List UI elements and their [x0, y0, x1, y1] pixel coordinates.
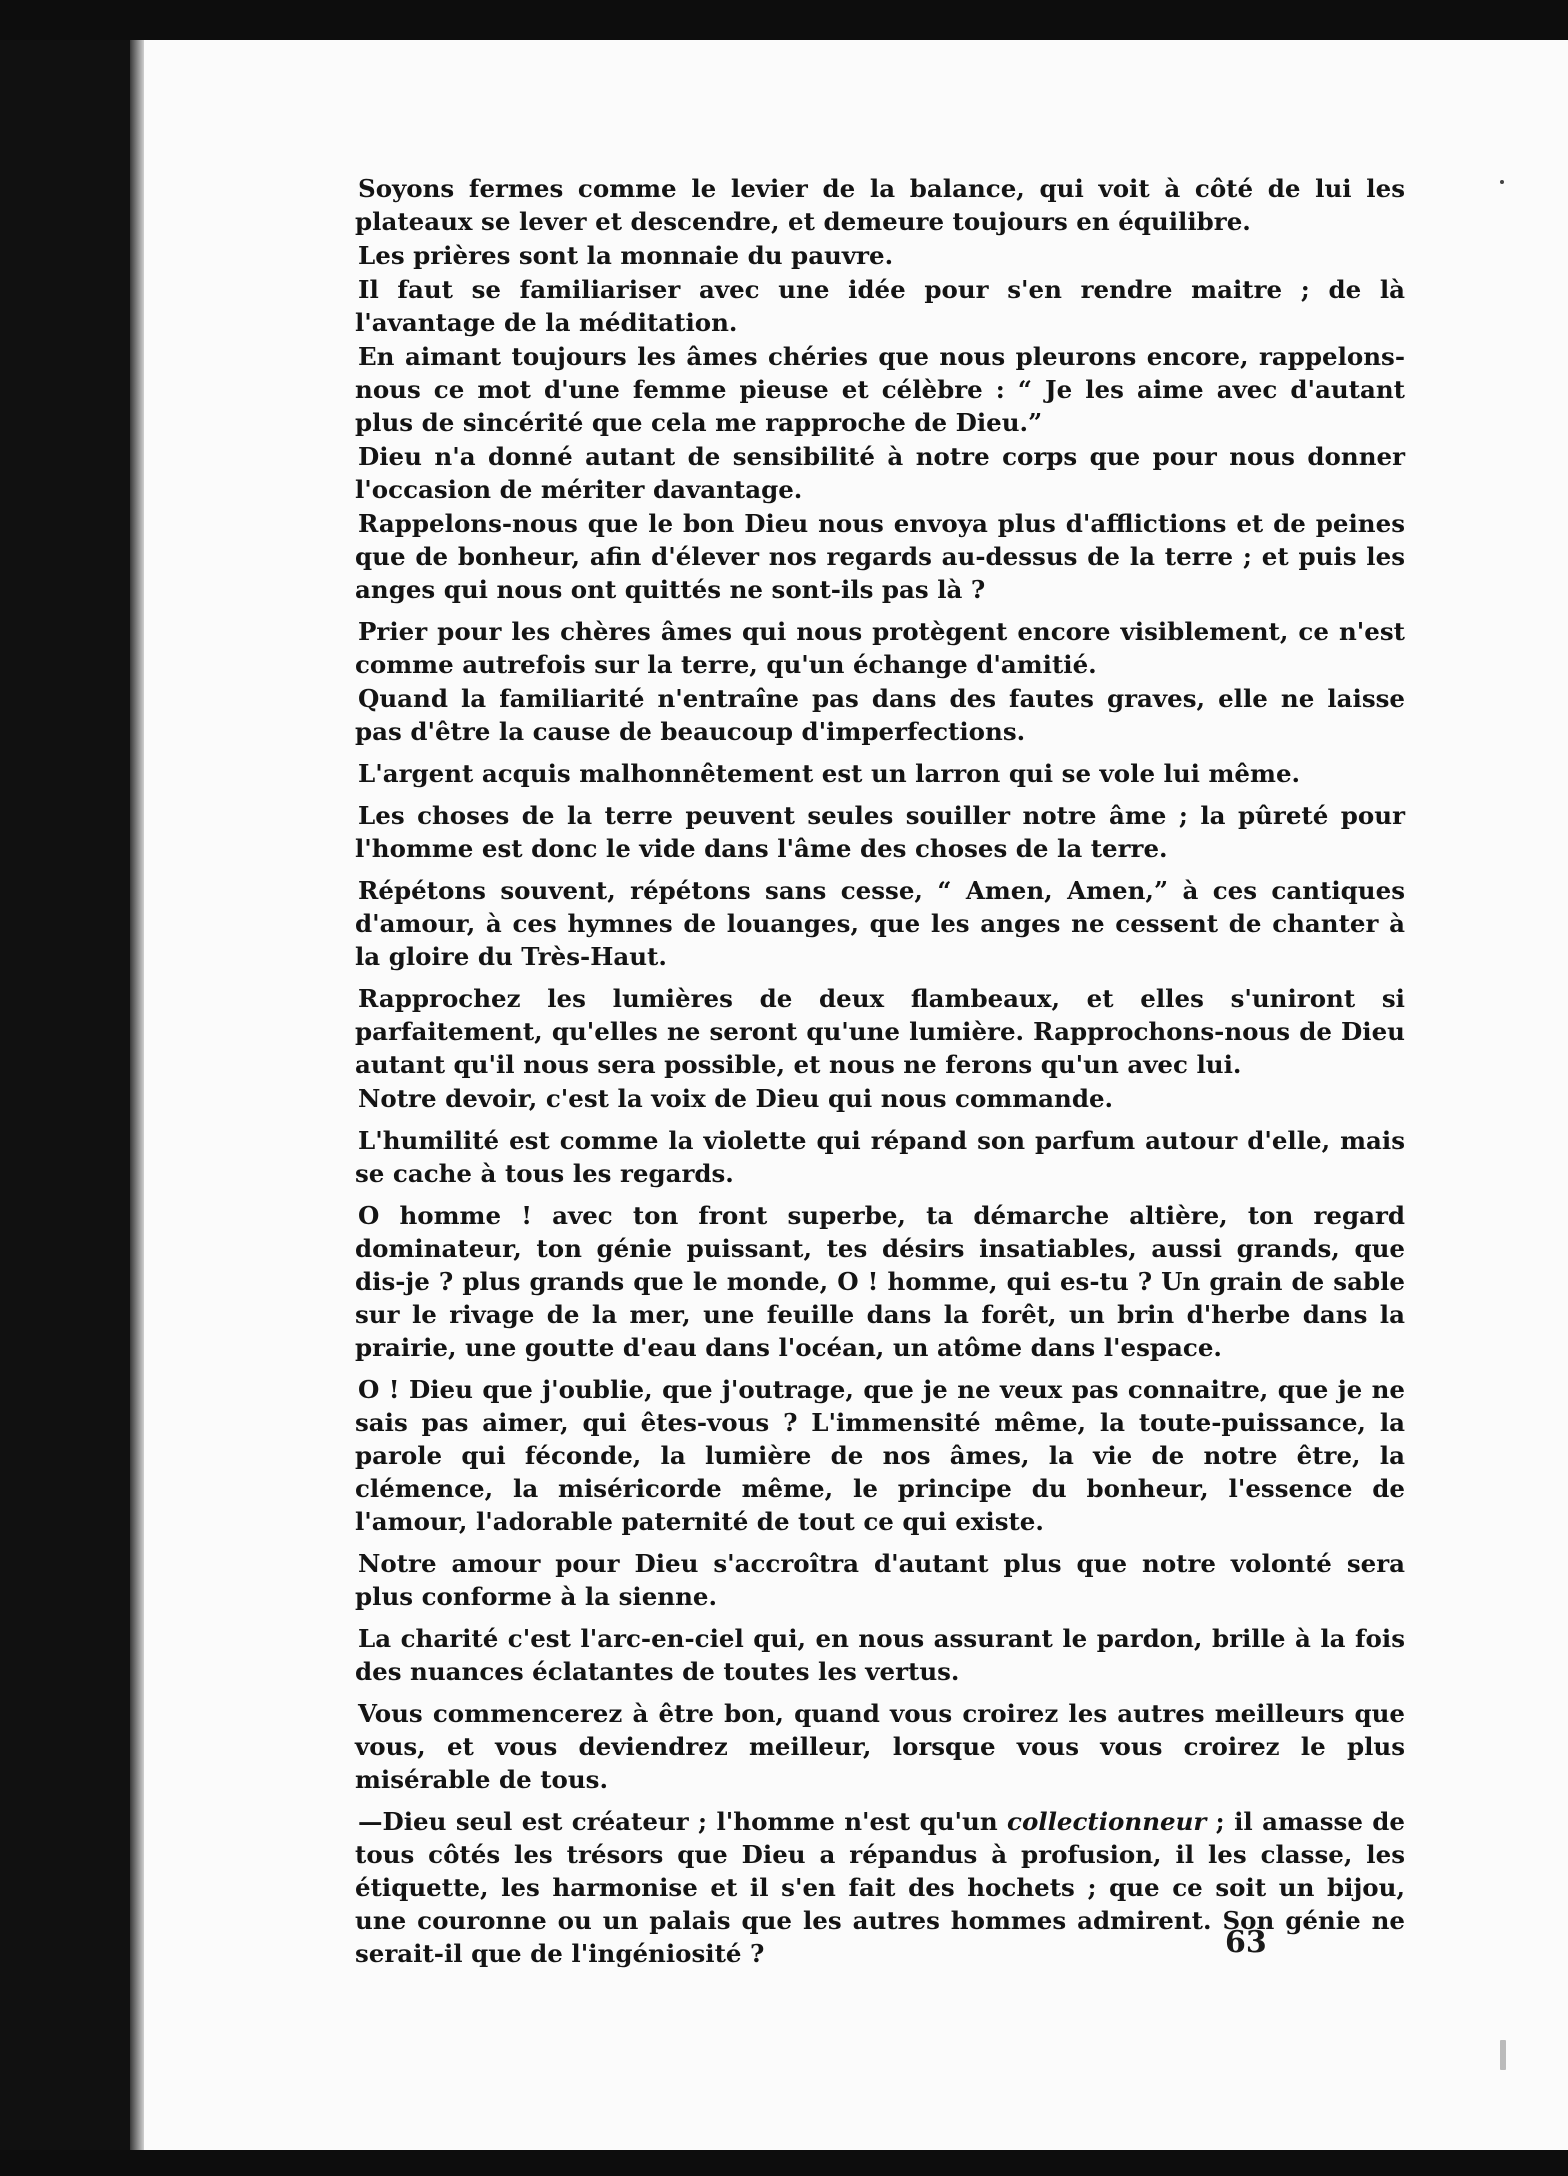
scan-speck: [1500, 180, 1504, 184]
paragraph: O homme ! avec ton front superbe, ta démarche altière, ton regard dominateur, ton génie puissant, tes désirs insatiables, aussi grands, que dis-je ? plus grands que le monde, O ! homme, qui es-tu ? Un grain de sable sur le rivage de la mer, une feuille dans la forêt, un brin d'herbe dans la prairie, une goutte d'eau dans l'océan, un atôme dans l'espace.: [355, 1201, 1405, 1362]
paragraph: Soyons fermes comme le levier de la balance, qui voit à côté de lui les plateaux se lever et descendre, et demeure toujours en équilibre.: [355, 174, 1405, 236]
paragraph: Notre devoir, c'est la voix de Dieu qui nous commande.: [358, 1084, 1114, 1113]
paragraph: L'argent acquis malhonnêtement est un larron qui se vole lui même.: [358, 759, 1301, 788]
paragraph: Les choses de la terre peuvent seules souiller notre âme ; la pûreté pour l'homme est donc le vide dans l'âme des choses de la terre.: [355, 801, 1405, 863]
page-gutter: [130, 0, 144, 2176]
paragraph: Rappelons-nous que le bon Dieu nous envoya plus d'afflictions et de peines que de bonheur, afin d'élever nos regards au-dessus de la terre ; et puis les anges qui nous ont quittés ne sont-ils pas là ?: [355, 509, 1405, 604]
paragraph: Rapprochez les lumières de deux flambeaux, et elles s'uniront si parfaitement, qu'elles ne seront qu'une lumière. Rapprochons-nous de Dieu autant qu'il nous sera possible, et nous ne ferons qu'un avec lui.: [355, 984, 1405, 1079]
paragraph: —Dieu seul est créateur ; l'homme n'est qu'un collectionneur ; il amasse de tous côtés les trésors que Dieu a répandus à profusion, il les classe, les étiquette, les harmonise et il s'en fait des hochets ; que ce soit un bijou, une couronne ou un palais que les autres hommes admirent. Son génie ne serait-il que de l'ingéniosité ?: [355, 1807, 1406, 1968]
paragraph: Prier pour les chères âmes qui nous protègent encore visiblement, ce n'est comme autrefois sur la terre, qu'un échange d'amitié.: [355, 617, 1405, 679]
paragraph: Les prières sont la monnaie du pauvre.: [358, 241, 894, 270]
paragraph: Vous commencerez à être bon, quand vous croirez les autres meilleurs que vous, et vous deviendrez meilleur, lorsque vous vous croirez le plus misérable de tous.: [355, 1699, 1405, 1794]
page-number: 63: [1225, 1925, 1267, 1960]
scan-bottom-border: [0, 2150, 1568, 2176]
paragraph: Dieu n'a donné autant de sensibilité à notre corps que pour nous donner l'occasion de mériter davantage.: [355, 442, 1405, 504]
paragraph: Notre amour pour Dieu s'accroîtra d'autant plus que notre volonté sera plus conforme à la sienne.: [355, 1549, 1405, 1611]
italic-word: collectionneur: [1007, 1807, 1207, 1836]
paragraph: O ! Dieu que j'oublie, que j'outrage, que je ne veux pas connaitre, que je ne sais pas aimer, qui êtes-vous ? L'immensité même, la toute-puissance, la parole qui féconde, la lumière de nos âmes, la vie de notre être, la clémence, la miséricorde même, le principe du bonheur, l'essence de l'amour, l'adorable paternité de tout ce qui existe.: [355, 1375, 1405, 1536]
scan-mark: [1500, 2040, 1506, 2070]
paragraph: L'humilité est comme la violette qui répand son parfum autour d'elle, mais se cache à tous les regards.: [355, 1126, 1405, 1188]
paragraph: En aimant toujours les âmes chéries que nous pleurons encore, rappelons-nous ce mot d'une femme pieuse et célèbre : “ Je les aime avec d'autant plus de sincérité que cela me rapproche de Dieu.”: [355, 342, 1405, 437]
scan-top-border: [0, 0, 1568, 40]
paragraph: Répétons souvent, répétons sans cesse, “ Amen, Amen,” à ces cantiques d'amour, à ces hymnes de louanges, que les anges ne cessent de chanter à la gloire du Très-Haut.: [355, 876, 1405, 971]
scan-binding-shadow: [0, 0, 130, 2176]
paragraph: La charité c'est l'arc-en-ciel qui, en nous assurant le pardon, brille à la fois des nuances éclatantes de toutes les vertus.: [355, 1624, 1405, 1686]
paragraph: Il faut se familiariser avec une idée pour s'en rendre maitre ; de là l'avantage de la méditation.: [355, 275, 1405, 337]
paragraph: Quand la familiarité n'entraîne pas dans des fautes graves, elle ne laisse pas d'être la cause de beaucoup d'imperfections.: [355, 684, 1405, 746]
page-body: [355, 172, 1405, 1971]
